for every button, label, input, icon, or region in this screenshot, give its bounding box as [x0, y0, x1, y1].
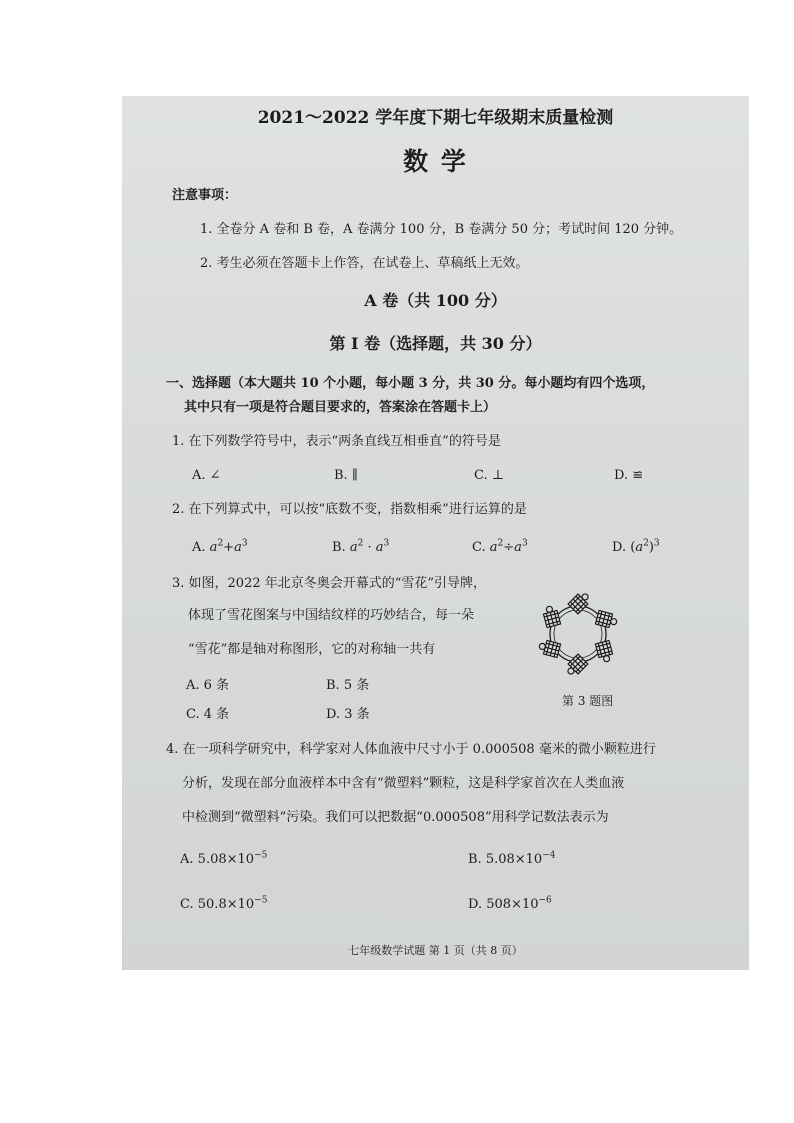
q3-option-d: D. 3 条	[326, 707, 370, 722]
q3-option-c: C. 4 条	[186, 707, 230, 722]
q2-option-b	[332, 540, 389, 556]
q1-option-d: D. ≌	[614, 468, 644, 483]
q2-b-base-1: a	[349, 540, 358, 555]
q1-stem: 1. 在下列数学符号中，表示“两条直线互相垂直”的符号是	[172, 434, 501, 449]
q2-c-base-2: a	[514, 540, 522, 555]
q2-a-label: A.	[192, 540, 206, 555]
notice-heading: 注意事项：	[172, 188, 238, 203]
q2-b-label: B.	[332, 540, 346, 555]
q2-b-base-2: a	[375, 540, 384, 555]
q4-b-base: 5.08×10	[485, 852, 543, 867]
q2-a-exp-1: 2	[217, 538, 224, 549]
q4-a-exp: −5	[254, 850, 268, 861]
q3-option-a: A. 6 条	[186, 678, 230, 693]
q3-line-3: “雪花”都是轴对称图形，它的对称轴一共有	[188, 642, 436, 657]
knot-motif	[542, 605, 561, 628]
q2-a-op: +	[223, 540, 235, 555]
q2-c-base-1: a	[489, 540, 498, 555]
knot-motif	[564, 654, 588, 678]
q2-option-d	[612, 540, 660, 556]
q2-stem: 2. 在下列算式中，可以按“底数不变，指数相乘”进行运算的是	[172, 502, 527, 517]
knot-motif	[595, 640, 614, 663]
q4-d-label: D.	[468, 897, 483, 912]
q4-a-base: 5.08×10	[197, 852, 255, 867]
notice-item-2: 2. 考生必须在答题卡上作答，在试卷上、草稿纸上无效。	[200, 256, 529, 271]
snowflake-figure	[530, 584, 626, 680]
q3-figure-caption: 第 3 题图	[562, 694, 614, 708]
q2-d-base: a	[635, 540, 644, 555]
q2-c-label: C.	[472, 540, 486, 555]
knot-motif	[568, 590, 592, 614]
q4-c-exp: −5	[254, 895, 268, 906]
volume-a-heading: A 卷（共 100 分）	[364, 291, 507, 310]
q4-b-label: B.	[468, 852, 482, 867]
q4-option-b	[468, 852, 556, 868]
q4-line-1: 4. 在一项科学研究中，科学家对人体血液中尺寸小于 0.000508 毫米的微小颗粒进行	[166, 742, 656, 757]
q4-d-exp: −6	[538, 895, 552, 906]
q4-line-2: 分析，发现在部分血液样本中含有“微塑料”颗粒，这是科学家首次在人类血液	[182, 776, 625, 791]
q2-d-exp-outer: 3	[653, 538, 660, 549]
q2-b-op: ·	[367, 540, 372, 555]
notice-item-1: 1. 全卷分 A 卷和 B 卷，A 卷满分 100 分，B 卷满分 50 分；考试时间 120 分钟。	[200, 222, 683, 237]
q3-option-b: B. 5 条	[326, 678, 370, 693]
q3-line-2: 体现了雪花图案与中国结纹样的巧妙结合，每一朵	[188, 608, 475, 623]
q2-d-label: D.	[612, 540, 627, 555]
q4-option-c	[180, 897, 267, 913]
subject-title: 数 学	[403, 147, 468, 176]
q4-c-base: 50.8×10	[197, 897, 255, 912]
q2-c-exp-1: 2	[497, 538, 504, 549]
q2-a-exp-2: 3	[241, 538, 248, 549]
q2-c-exp-2: 3	[521, 538, 528, 549]
q3-line-1: 3. 如图，2022 年北京冬奥会开幕式的“雪花”引导牌，	[172, 576, 487, 591]
q2-b-exp-1: 2	[357, 538, 364, 549]
q2-b-exp-2: 3	[383, 538, 390, 549]
q4-d-base: 508×10	[486, 897, 539, 912]
exam-sheet-photo	[122, 96, 749, 970]
q4-c-label: C.	[180, 897, 194, 912]
part-1-heading: 第 I 卷（选择题，共 30 分）	[329, 334, 542, 353]
q1-option-c: C. ⊥	[474, 468, 504, 483]
q4-option-d	[468, 897, 552, 913]
q2-a-base-2: a	[234, 540, 242, 555]
knot-motif	[538, 639, 561, 658]
q2-option-c	[472, 540, 528, 556]
q4-b-exp: −4	[542, 850, 556, 861]
q2-c-op: ÷	[503, 540, 515, 555]
section-1-line-2: 其中只有一项是符合题目要求的，答案涂在答题卡上）	[184, 400, 497, 415]
q2-d-paren-open: (	[630, 540, 636, 555]
q1-option-b: B. ∥	[334, 468, 358, 483]
q2-option-a	[192, 540, 248, 556]
q4-line-3: 中检测到“微塑料”污染。我们可以把数据“0.000508”用科学记数法表示为	[182, 810, 609, 825]
q2-a-base-1: a	[209, 540, 218, 555]
q1-option-a: A. ∠	[192, 468, 221, 483]
q2-d-paren-close: )	[648, 540, 654, 555]
q4-option-a	[180, 852, 267, 868]
q2-d-exp-inner: 2	[643, 538, 649, 549]
page-footer: 七年级数学试题 第 1 页（共 8 页）	[348, 944, 523, 957]
q4-a-label: A.	[180, 852, 194, 867]
exam-title: 2021～2022 学年度下期七年级期末质量检测	[257, 108, 614, 128]
section-1-line-1: 一、选择题（本大题共 10 个小题，每小题 3 分，共 30 分。每小题均有四个选项，	[166, 376, 655, 391]
knot-motif	[595, 610, 618, 629]
